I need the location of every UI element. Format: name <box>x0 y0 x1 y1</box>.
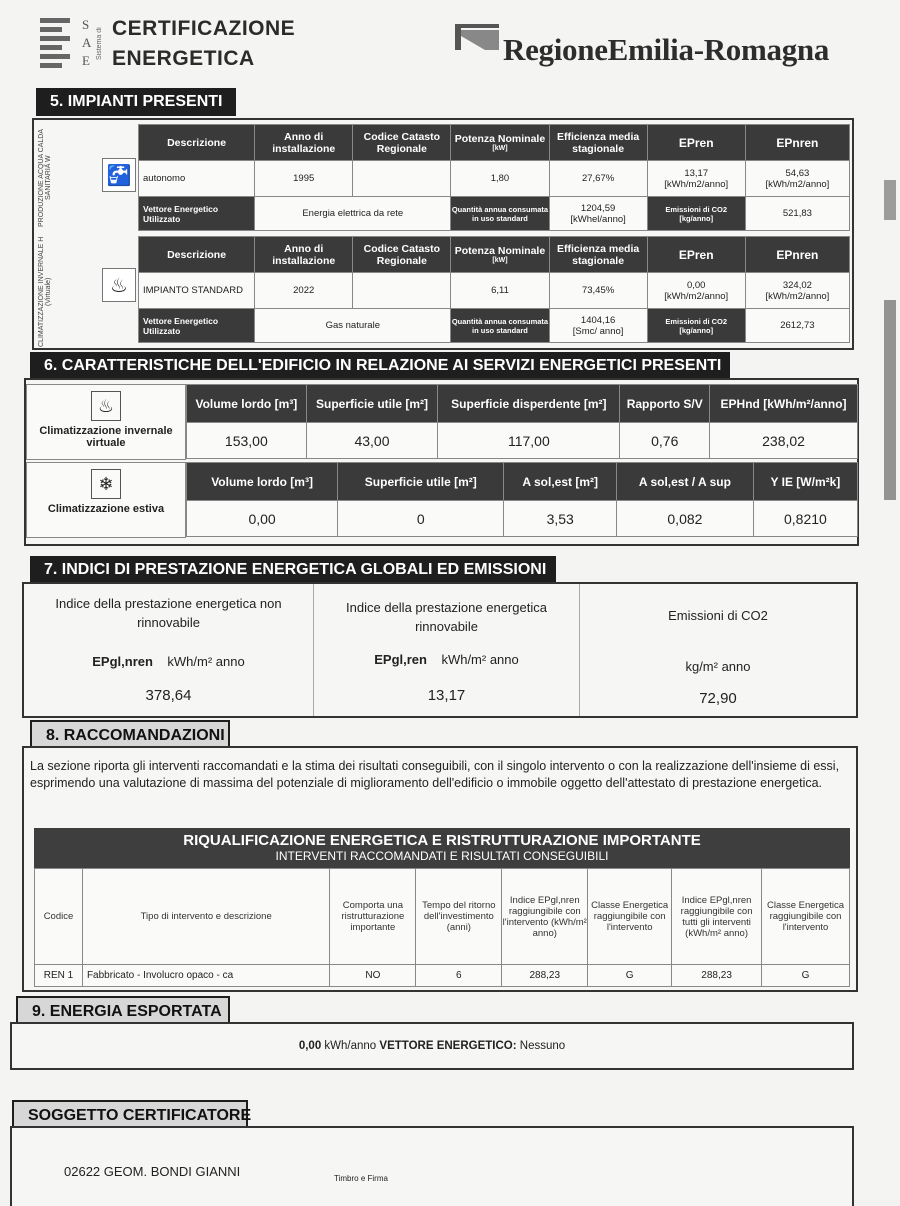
index-renewable-title: Indice della prestazione energetica rinnovabile <box>346 600 547 634</box>
summer-climatization-label: ❄ Climatizzazione estiva <box>26 462 186 538</box>
section-5-box <box>32 118 854 350</box>
region-name: RegioneEmilia-Romagna <box>503 32 830 67</box>
row-ristrutturazione: NO <box>330 965 416 987</box>
stamp-signature-label: Timbro e Firma <box>334 1174 388 1183</box>
scan-edge-mark <box>884 180 896 220</box>
title-line-2: ENERGETICA <box>112 47 255 70</box>
hdr-efficienza-2: Efficienza media stagionale <box>549 237 647 273</box>
hdr-efficienza: Efficienza media stagionale <box>549 125 647 161</box>
water-tap-icon: 🚰 <box>102 158 136 192</box>
table-row <box>35 965 850 987</box>
winter-ephnd: 238,02 <box>710 423 858 459</box>
acs-descrizione: autonomo <box>139 161 255 197</box>
logo-letter-s: S <box>82 17 90 32</box>
winter-vettore-label: Vettore Energetico Utilizzato <box>139 309 255 343</box>
sace-logo-letters <box>82 16 91 70</box>
hdr-potenza-2: Potenza Nominale [kW] <box>451 237 549 273</box>
requalification-title: RIQUALIFICAZIONE ENERGETICA E RISTRUTTURAZIONE IMPORTANTE <box>183 832 701 849</box>
section-8-title: 8. RACCOMANDAZIONI <box>30 720 230 748</box>
co2-unit: kg/m² anno <box>685 659 751 674</box>
index-renewable <box>314 584 580 716</box>
acs-anno: 1995 <box>255 161 353 197</box>
certifier-name: 02622 GEOM. BONDI GIANNI <box>64 1164 241 1179</box>
logo-subtitle: Sistema di <box>96 27 103 60</box>
row-tipo: Fabbricato - Involucro opaco - ca <box>82 965 329 987</box>
winter-quantita-label: Quantità annua consumata in uso standard <box>451 309 549 343</box>
acs-quantita-label: Quantità annua consumata in uso standard <box>451 197 549 231</box>
exported-energy-unit: kWh/anno <box>324 1040 377 1052</box>
hdr-descrizione-2: Descrizione <box>139 237 255 273</box>
acs-quantita: 1204,59 [kWhel/anno] <box>549 197 647 231</box>
acs-table <box>138 124 850 231</box>
col-ristrutturazione: Comporta una ristrutturazione importante <box>330 869 416 965</box>
index-nonrenewable-unit: kWh/m² anno <box>167 654 245 669</box>
hdr-anno-2: Anno di installazione <box>255 237 353 273</box>
row-codice: REN 1 <box>35 965 83 987</box>
winter-volume: 153,00 <box>187 423 307 459</box>
winter-anno: 2022 <box>255 273 353 309</box>
acs-efficienza: 27,67% <box>549 161 647 197</box>
col-tempo: Tempo del ritorno dell'investimento (anni) <box>416 869 502 965</box>
requalification-band <box>34 828 850 868</box>
hdr-superficie-s: Superficie utile [m²] <box>338 463 504 501</box>
side-label-acs: PRODUZIONE ACQUA CALDA SANITARIA W <box>38 128 52 228</box>
winter-codice <box>353 273 451 309</box>
logo-letter-a: A <box>82 35 92 50</box>
hdr-codice-2: Codice Catasto Regionale <box>353 237 451 273</box>
section-7-box <box>22 582 858 718</box>
side-label-winter: CLIMATIZZAZIONE INVERNALE H (Virtuale) <box>38 236 52 348</box>
summer-volume: 0,00 <box>187 501 338 537</box>
radiator-icon: ♨ <box>91 391 121 421</box>
summer-characteristics-table <box>186 462 858 537</box>
index-nonrenewable-value: 378,64 <box>145 687 192 704</box>
region-logo <box>455 20 855 80</box>
winter-table <box>138 236 850 343</box>
section-8-box <box>22 746 858 992</box>
winter-epnren: 324,02 [kWh/m2/anno] <box>745 273 849 309</box>
section-certifier-title: SOGGETTO CERTIFICATORE <box>12 1100 248 1128</box>
hdr-asol: A sol,est [m²] <box>504 463 617 501</box>
summer-yie: 0,8210 <box>753 501 857 537</box>
col-classe-tutti: Classe Energetica raggiungibile con l'intervento <box>762 869 850 965</box>
winter-characteristics-table <box>186 384 858 459</box>
winter-quantita: 1404,16 [Smc/ anno] <box>549 309 647 343</box>
sace-logo-bars <box>40 18 70 73</box>
acs-vettore-value: Energia elettrica da rete <box>255 197 451 231</box>
co2-title: Emissioni di CO2 <box>668 608 768 623</box>
requalification-subtitle: INTERVENTI RACCOMANDATI E RISULTATI CONSEGUIBILI <box>275 849 609 863</box>
hdr-rapporto: Rapporto S/V <box>620 385 710 423</box>
acs-emissioni: 521,83 <box>745 197 849 231</box>
acs-emissioni-label: Emissioni di CO2 [kg/anno] <box>647 197 745 231</box>
section-6-box <box>24 378 859 546</box>
row-indice-tutti: 288,23 <box>672 965 762 987</box>
index-renewable-value: 13,17 <box>427 687 466 704</box>
hdr-superficie: Superficie utile [m²] <box>306 385 438 423</box>
winter-emissioni: 2612,73 <box>745 309 849 343</box>
section-6-title: 6. CARATTERISTICHE DELL'EDIFICIO IN RELAZIONE AI SERVIZI ENERGETICI PRESENTI <box>30 352 730 380</box>
acs-codice <box>353 161 451 197</box>
summer-asol-ratio: 0,082 <box>617 501 754 537</box>
winter-efficienza: 73,45% <box>549 273 647 309</box>
hdr-epnren: EPnren <box>745 125 849 161</box>
winter-superficie: 43,00 <box>306 423 438 459</box>
recommendations-table <box>34 868 850 987</box>
hdr-codice: Codice Catasto Regionale <box>353 125 451 161</box>
acs-epnren: 54,63 [kWh/m2/anno] <box>745 161 849 197</box>
acs-potenza: 1,80 <box>451 161 549 197</box>
certification-title <box>112 14 295 74</box>
recommendations-description: La sezione riporta gli interventi raccomandati e la stima dei risultati conseguibili, con il singolo intervento o con la realizzazione dell'insieme di essi, esprimendo una valutazione di massima del potenziale di miglioramento dell'edificio o immobile oggetto dell'attestato di prestazione energetica. <box>30 759 840 790</box>
section-5-title: 5. IMPIANTI PRESENTI <box>36 88 236 116</box>
radiator-icon: ♨ <box>102 268 136 302</box>
index-renewable-symbol: EPgl,ren <box>374 652 427 667</box>
winter-disperdente: 117,00 <box>438 423 620 459</box>
logo-letter-e: E <box>82 53 90 68</box>
index-renewable-unit: kWh/m² anno <box>441 652 519 667</box>
hdr-ephnd: EPHnd [kWh/m²/anno] <box>710 385 858 423</box>
exported-energy-value: 0,00 <box>298 1040 322 1052</box>
hdr-epnren-2: EPnren <box>745 237 849 273</box>
col-codice: Codice <box>35 869 83 965</box>
vettore-label: VETTORE ENERGETICO: <box>379 1040 517 1052</box>
index-nonrenewable-symbol: EPgl,nren <box>92 654 153 669</box>
page-header <box>40 12 870 80</box>
index-nonrenewable-title: Indice della prestazione energetica non rinnovabile <box>55 596 282 630</box>
col-indice: Indice EPgl,nren raggiungibile con l'intervento (kWh/m² anno) <box>502 869 588 965</box>
co2-emissions <box>580 584 856 716</box>
col-tipo: Tipo di intervento e descrizione <box>82 869 329 965</box>
winter-epren: 0,00 [kWh/m2/anno] <box>647 273 745 309</box>
winter-descrizione: IMPIANTO STANDARD <box>139 273 255 309</box>
section-7-title: 7. INDICI DI PRESTAZIONE ENERGETICA GLOBALI ED EMISSIONI <box>30 556 556 584</box>
row-tempo: 6 <box>416 965 502 987</box>
hdr-disperdente: Superficie disperdente [m²] <box>438 385 620 423</box>
hdr-potenza: Potenza Nominale [kW] <box>451 125 549 161</box>
col-indice-tutti: Indice EPgl,nren raggiungibile con tutti gli interventi (kWh/m² anno) <box>672 869 762 965</box>
row-classe: G <box>588 965 672 987</box>
air-conditioner-icon: ❄ <box>91 469 121 499</box>
row-indice: 288,23 <box>502 965 588 987</box>
hdr-epren: EPren <box>647 125 745 161</box>
region-mark-icon <box>455 20 501 54</box>
certifier-box <box>10 1126 854 1206</box>
col-classe: Classe Energetica raggiungibile con l'intervento <box>588 869 672 965</box>
hdr-epren-2: EPren <box>647 237 745 273</box>
scan-edge-mark <box>884 300 896 500</box>
hdr-descrizione: Descrizione <box>139 125 255 161</box>
hdr-volume: Volume lordo [m³] <box>187 385 307 423</box>
winter-climatization-label: ♨ Climatizzazione invernale virtuale <box>26 384 186 460</box>
co2-value: 72,90 <box>699 690 737 707</box>
section-9-box <box>10 1022 854 1070</box>
section-9-title: 9. ENERGIA ESPORTATA <box>16 996 230 1024</box>
winter-rapporto: 0,76 <box>620 423 710 459</box>
vettore-value: Nessuno <box>519 1040 566 1052</box>
index-nonrenewable <box>24 584 314 716</box>
hdr-volume-s: Volume lordo [m³] <box>187 463 338 501</box>
winter-emissioni-label: Emissioni di CO2 [kg/anno] <box>647 309 745 343</box>
acs-epren: 13,17 [kWh/m2/anno] <box>647 161 745 197</box>
exported-energy-line <box>12 1040 852 1052</box>
hdr-asol-ratio: A sol,est / A sup <box>617 463 754 501</box>
row-classe-tutti: G <box>762 965 850 987</box>
winter-vettore-value: Gas naturale <box>255 309 451 343</box>
title-line-1: CERTIFICAZIONE <box>112 17 296 40</box>
hdr-anno: Anno di installazione <box>255 125 353 161</box>
winter-potenza: 6,11 <box>451 273 549 309</box>
hdr-yie: Y IE [W/m²k] <box>753 463 857 501</box>
summer-superficie: 0 <box>338 501 504 537</box>
summer-asol: 3,53 <box>504 501 617 537</box>
acs-vettore-label: Vettore Energetico Utilizzato <box>139 197 255 231</box>
